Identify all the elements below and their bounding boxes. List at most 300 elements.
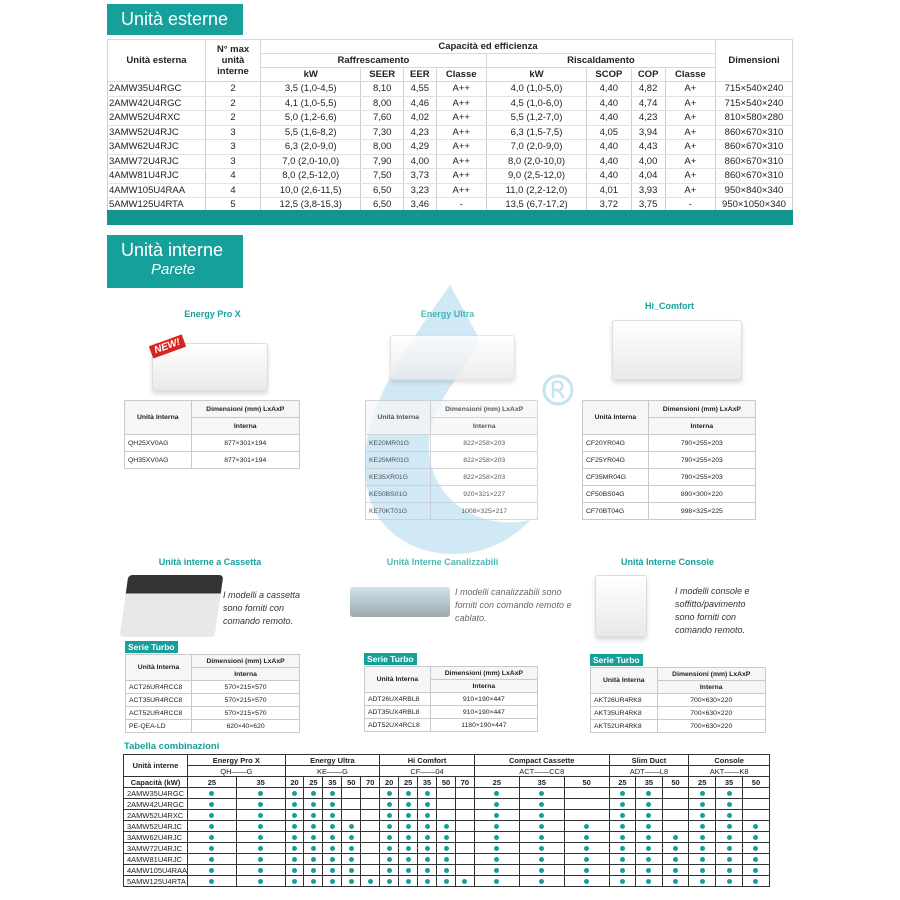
table-cell: 4,40 [587,111,631,126]
combo-cell [662,865,689,876]
combo-cell [636,799,663,810]
header-row [124,777,770,788]
table-cell: 4,0 (1,0-5,0) [486,82,586,97]
table-cell: 6,3 (2,0-9,0) [261,140,361,155]
th-kw: kW [486,68,586,82]
combo-cell [361,788,380,799]
compatible-dot-icon [494,802,499,807]
table-cell: 4,40 [587,169,631,184]
table-cell: 3AMW62U4RJC [108,140,206,155]
table-row [583,469,756,486]
compatible-dot-icon [462,879,467,884]
table-cell: 860×670×310 [716,140,793,155]
table-cell: 7,0 (2,0-9,0) [486,140,586,155]
table-cell: A+ [665,125,715,140]
combo-cell [564,876,609,887]
combo-cell [437,821,456,832]
combo-cell [609,843,636,854]
combo-cell [519,788,564,799]
compatible-dot-icon [387,802,392,807]
compatible-dot-icon [258,846,263,851]
compatible-dot-icon [425,857,430,862]
combo-cell [236,865,285,876]
hi-comfort-table [582,400,756,520]
table-cell: A++ [436,169,486,184]
compatible-dot-icon [539,857,544,862]
table-cell: 810×580×280 [716,111,793,126]
combo-cell [304,799,323,810]
compatible-dot-icon [727,868,732,873]
table-row [124,854,770,865]
table-cell: A+ [665,154,715,169]
combo-cell [662,821,689,832]
combo-cell [742,799,769,810]
table-cell: 4,02 [404,111,437,126]
compatible-dot-icon [727,813,732,818]
model-cell: AKT52UR4RK8 [591,720,658,733]
model-cell: ADT52UX4RCL8 [365,719,431,732]
compatible-dot-icon [387,791,392,796]
th-cap: 20 [285,777,304,788]
product-title-energy-ultra: Energy Ultra [420,309,475,319]
unit-cell: 4AMW105U4RAA [124,865,188,876]
model-cell: ACT35UR4RCC8 [126,694,192,707]
compatible-dot-icon [292,835,297,840]
compatible-dot-icon [209,868,214,873]
th-cap: 50 [662,777,689,788]
compatible-dot-icon [673,846,678,851]
table-cell: 12,5 (3,8-15,3) [261,198,361,213]
compatible-dot-icon [292,868,297,873]
table-cell: A++ [436,111,486,126]
combo-cell [418,843,437,854]
table-cell: 11,0 (2,2-12,0) [486,183,586,198]
table-row [125,435,300,452]
dimension-cell: 570×215×570 [192,694,300,707]
dimension-cell: 920×321×227 [431,486,538,503]
compatible-dot-icon [292,879,297,884]
combo-cell [519,854,564,865]
compatible-dot-icon [406,791,411,796]
compatible-dot-icon [368,879,373,884]
table-row [108,140,793,155]
combo-cell [323,821,342,832]
model-cell: QH35XV0AG [125,452,192,469]
table-row [365,706,538,719]
combo-cell [342,832,361,843]
table-row [366,435,538,452]
unit-cell: 2AMW35U4RGC [124,788,188,799]
table-cell: 4,00 [404,154,437,169]
compatible-dot-icon [727,835,732,840]
compatible-dot-icon [539,813,544,818]
compatible-dot-icon [727,857,732,862]
combo-cell [564,799,609,810]
combo-cell [564,854,609,865]
combo-cell [716,843,743,854]
table-row [583,452,756,469]
combo-cell [236,821,285,832]
combo-cell [636,832,663,843]
th-family: Hi Comfort [380,755,475,766]
table-row [108,82,793,97]
combo-cell [716,821,743,832]
combo-cell [323,865,342,876]
combo-cell [742,821,769,832]
table-row [126,720,300,733]
model-cell: CF70BT04G [583,503,649,520]
combo-cell [342,843,361,854]
table-row [108,125,793,140]
compatible-dot-icon [349,824,354,829]
compatible-dot-icon [646,857,651,862]
console-table [590,667,766,733]
header-row [124,755,770,766]
table-cell: 8,00 [361,140,404,155]
compatible-dot-icon [753,824,758,829]
compatible-dot-icon [311,802,316,807]
combo-cell [236,832,285,843]
table-cell: 4,00 [631,154,665,169]
unit-cell: 2AMW52U4RXC [124,810,188,821]
combo-cell [519,832,564,843]
combo-cell [399,843,418,854]
combo-cell [689,865,716,876]
compatible-dot-icon [406,835,411,840]
combo-cell [361,810,380,821]
dimension-cell: 877×301×194 [191,435,300,452]
th-cap: 35 [519,777,564,788]
combo-cell [285,832,304,843]
table-cell: A++ [436,183,486,198]
compatible-dot-icon [330,857,335,862]
th-internal: Interna [657,681,766,694]
unit-cell: 2AMW42U4RGC [124,799,188,810]
compatible-dot-icon [700,835,705,840]
combo-cell [742,810,769,821]
combo-cell [380,865,399,876]
table-cell: 7,60 [361,111,404,126]
compatible-dot-icon [753,857,758,862]
th-cap: 70 [455,777,474,788]
combo-cell [742,843,769,854]
table-row [124,799,770,810]
combo-cell [474,810,519,821]
dimension-cell: 822×258×203 [431,435,538,452]
table-row [126,707,300,720]
header-row [365,667,538,680]
cassette-table [125,654,300,733]
dimension-cell: 998×325×225 [648,503,755,520]
combo-cell [474,799,519,810]
table-cell: 4,23 [631,111,665,126]
combo-cell [716,788,743,799]
combo-cell [188,810,237,821]
combo-cell [188,821,237,832]
th-kw: kW [261,68,361,82]
model-cell: ACT52UR4RCC8 [126,707,192,720]
compatible-dot-icon [620,813,625,818]
th-eer: EER [404,68,437,82]
th-cap: 50 [742,777,769,788]
table-cell: A+ [665,96,715,111]
combo-cell [689,810,716,821]
model-cell: ADT35UX4RBL8 [365,706,431,719]
table-cell: A++ [436,82,486,97]
combo-cell [418,799,437,810]
compatible-dot-icon [646,791,651,796]
table-cell: A+ [665,140,715,155]
combo-cell [609,788,636,799]
table-row [124,865,770,876]
model-cell: ACT26UR4RCC8 [126,681,192,694]
table-cell: 860×670×310 [716,169,793,184]
combo-cell [437,788,456,799]
combo-cell [304,843,323,854]
serie-turbo-label: Serie Turbo [590,654,643,666]
combo-cell [437,799,456,810]
table-row [591,694,766,707]
combo-cell [236,799,285,810]
compatible-dot-icon [425,813,430,818]
th-unit: Unità interne [124,755,188,777]
combo-cell [380,810,399,821]
compatible-dot-icon [584,835,589,840]
th-cap: 25 [609,777,636,788]
compatible-dot-icon [620,846,625,851]
table-cell: 5,5 (1,2-7,0) [486,111,586,126]
dimension-cell: 910×190×447 [430,706,537,719]
combo-cell [564,810,609,821]
combo-cell [188,865,237,876]
combo-cell [564,788,609,799]
combo-cell [455,821,474,832]
compatible-dot-icon [620,791,625,796]
table-row [365,719,538,732]
compatible-dot-icon [700,813,705,818]
combo-cell [636,854,663,865]
table-row [108,96,793,111]
combo-cell [361,876,380,887]
th-dimensions: Dimensioni (mm) LxAxP [430,667,537,680]
compatible-dot-icon [584,857,589,862]
combo-cell [399,865,418,876]
compatible-dot-icon [258,824,263,829]
combo-cell [418,865,437,876]
combination-table [123,754,770,887]
compatible-dot-icon [727,846,732,851]
combo-cell [455,788,474,799]
combo-cell [342,854,361,865]
th-family: Energy Pro X [188,755,286,766]
compatible-dot-icon [673,879,678,884]
combo-cell [519,843,564,854]
table-cell: 2AMW35U4RGC [108,82,206,97]
combo-cell [236,876,285,887]
th-family: Console [689,755,770,766]
compatible-dot-icon [406,802,411,807]
combo-cell [662,854,689,865]
table-cell: 5,5 (1,6-8,2) [261,125,361,140]
unit-cell: 3AMW62U4RJC [124,832,188,843]
combo-cell [285,854,304,865]
compatible-dot-icon [292,813,297,818]
table-cell: 2AMW52U4RXC [108,111,206,126]
table-cell: 950×840×340 [716,183,793,198]
header-row [124,766,770,777]
table-cell: 4,40 [587,154,631,169]
th-unit: Unità Interna [125,401,192,435]
table-cell: 4,43 [631,140,665,155]
compatible-dot-icon [494,857,499,862]
table-cell: - [436,198,486,213]
compatible-dot-icon [539,868,544,873]
th-internal: Interna [430,680,537,693]
th-cap: 25 [474,777,519,788]
table-row [591,707,766,720]
compatible-dot-icon [258,868,263,873]
table-cell: 3AMW72U4RJC [108,154,206,169]
combo-cell [609,832,636,843]
th-family: Energy Ultra [285,755,380,766]
dimension-cell: 822×258×203 [431,452,538,469]
table-row [366,486,538,503]
compatible-dot-icon [646,802,651,807]
table-cell: 3,75 [631,198,665,213]
th-heat: Riscaldamento [486,54,715,68]
compatible-dot-icon [258,857,263,862]
dimension-cell: 700×630×220 [657,720,766,733]
table-cell: 950×1050×340 [716,198,793,213]
combo-cell [437,865,456,876]
compatible-dot-icon [425,824,430,829]
combo-cell [361,821,380,832]
th-cap: 35 [418,777,437,788]
combo-cell [285,876,304,887]
compatible-dot-icon [700,846,705,851]
table-row [583,503,756,520]
compatible-dot-icon [406,824,411,829]
compatible-dot-icon [425,846,430,851]
combo-cell [188,843,237,854]
console-description: I modelli console e soffitto/pavimento sono forniti con comando remoto. [675,586,750,635]
table-cell: 6,50 [361,183,404,198]
table-cell: A+ [665,183,715,198]
indoor-title: Unità interne [121,240,224,260]
combo-title: Tabella combinazioni [124,741,220,752]
table-cell: 3,46 [404,198,437,213]
compatible-dot-icon [311,835,316,840]
table-row [124,876,770,887]
model-cell: CF50BS04G [583,486,649,503]
table-cell: 4,55 [404,82,437,97]
table-cell: 2 [206,82,261,97]
compatible-dot-icon [444,868,449,873]
table-cell: 5AMW125U4RTA [108,198,206,213]
combo-cell [564,843,609,854]
combo-cell [716,876,743,887]
compatible-dot-icon [292,824,297,829]
table-row [591,720,766,733]
compatible-dot-icon [494,846,499,851]
table-cell: 860×670×310 [716,154,793,169]
indoor-section-title [107,235,243,288]
combo-cell [474,821,519,832]
table-row [126,681,300,694]
combo-cell [662,788,689,799]
compatible-dot-icon [539,879,544,884]
compatible-dot-icon [727,791,732,796]
compatible-dot-icon [539,846,544,851]
table-row [124,788,770,799]
th-cap: 50 [564,777,609,788]
table-cell: 4,46 [404,96,437,111]
compatible-dot-icon [753,835,758,840]
combo-cell [380,832,399,843]
th-cap: 50 [342,777,361,788]
combo-cell [236,788,285,799]
compatible-dot-icon [349,846,354,851]
model-cell: CF20YR04G [583,435,649,452]
compatible-dot-icon [539,802,544,807]
section-title-cassette: Unità interne a Cassetta [158,557,262,567]
combo-cell [609,865,636,876]
th-unit: Unità Interna [365,667,431,693]
model-cell: CF25YR04G [583,452,649,469]
dimension-cell: 700×630×220 [657,707,766,720]
compatible-dot-icon [349,868,354,873]
model-cell: ADT26UX4RBL8 [365,693,431,706]
combo-cell [304,832,323,843]
combo-cell [236,810,285,821]
combo-cell [418,854,437,865]
combo-cell [361,854,380,865]
table-cell: 5,0 (1,2-6,6) [261,111,361,126]
combo-cell [564,865,609,876]
compatible-dot-icon [444,846,449,851]
compatible-dot-icon [209,879,214,884]
table-cell: 3,23 [404,183,437,198]
compatible-dot-icon [584,868,589,873]
combo-cell [188,832,237,843]
table-row [108,111,793,126]
table-cell: 4 [206,169,261,184]
dimension-cell: 1008×325×217 [431,503,538,520]
combo-cell [437,832,456,843]
table-cell: 7,90 [361,154,404,169]
compatible-dot-icon [620,802,625,807]
th-cap: 35 [636,777,663,788]
combo-cell [188,799,237,810]
table-cell: 3 [206,140,261,155]
combo-cell [361,865,380,876]
table-cell: 7,30 [361,125,404,140]
table-row [366,503,538,520]
compatible-dot-icon [646,879,651,884]
combo-cell [564,832,609,843]
ducted-image [350,587,450,617]
combo-cell [285,810,304,821]
table-cell: A+ [665,169,715,184]
model-cell: KE20MR01G [366,435,431,452]
compatible-dot-icon [292,846,297,851]
unit-cell: 4AMW81U4RJC [124,854,188,865]
combo-cell [323,843,342,854]
compatible-dot-icon [539,835,544,840]
compatible-dot-icon [753,879,758,884]
combo-cell [399,854,418,865]
table-cell: A++ [436,154,486,169]
